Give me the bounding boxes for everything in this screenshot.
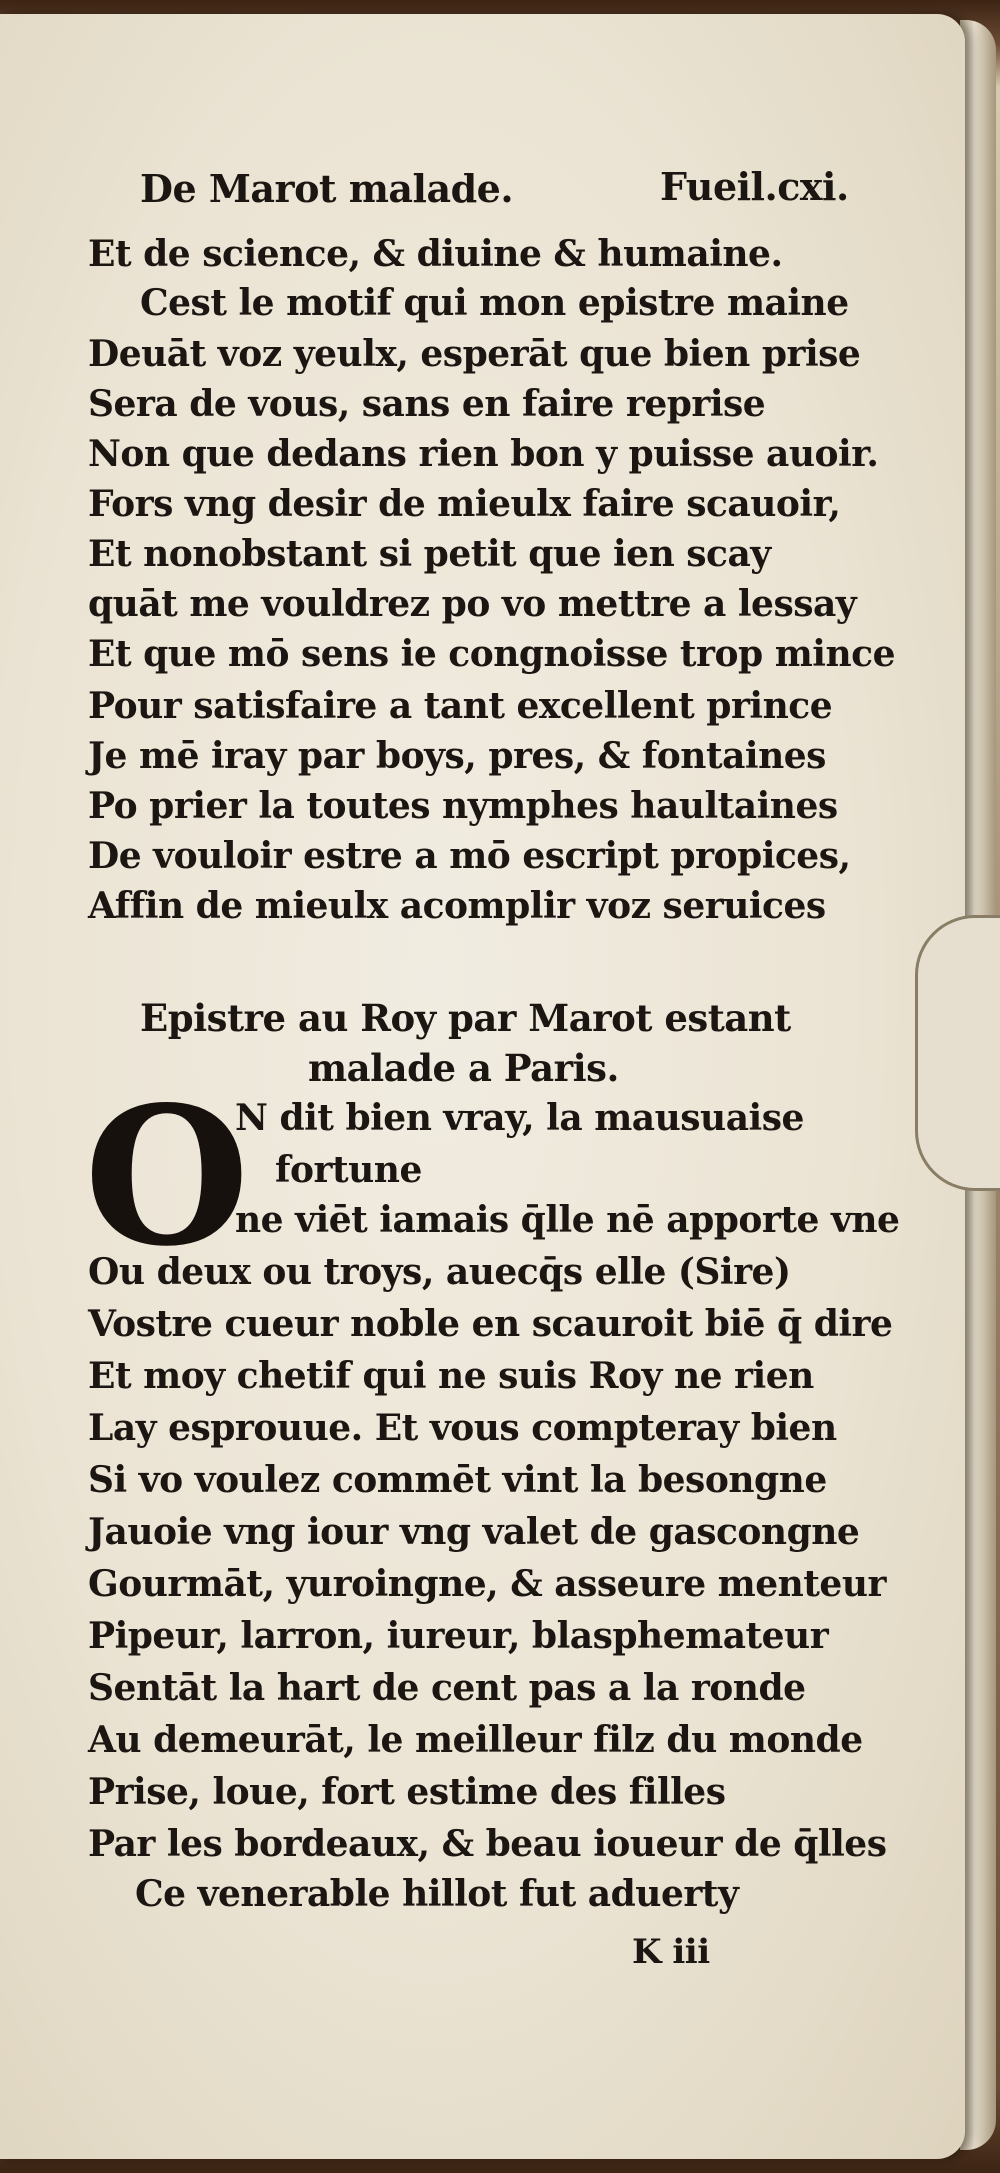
- text-line: Jauoie vng iour vng valet de gascongne: [88, 1511, 860, 1553]
- text-line: Po prier la toutes nymphes haultaines: [88, 785, 838, 827]
- text-line: N dit bien vray, la mausuaise: [235, 1097, 804, 1139]
- text-line: Gourmāt, yuroingne, & asseure menteur: [88, 1563, 886, 1605]
- text-line: Vostre cueur noble en scauroit biē q̄ dire: [88, 1303, 893, 1345]
- text-line: Deuāt voz yeulx, esperāt que bien prise: [88, 333, 861, 375]
- section-title: malade a Paris.: [308, 1046, 619, 1090]
- text-line: Cest le motif qui mon epistre maine: [140, 282, 849, 324]
- text-line: Par les bordeaux, & beau ioueur de q̄lles: [88, 1823, 887, 1865]
- folio-number: Fueil.cxi.: [660, 164, 849, 209]
- text-line: De vouloir estre a mō escript propices,: [88, 835, 851, 877]
- text-line: Affin de mieulx acomplir voz seruices: [88, 885, 826, 927]
- text-line: Et de science, & diuine & humaine.: [88, 233, 783, 275]
- text-line: Lay esprouue. Et vous compteray bien: [88, 1407, 837, 1449]
- text-line: Pipeur, larron, iureur, blasphemateur: [88, 1615, 829, 1657]
- text-line: ne viēt iamais q̄lle nē apporte vne: [235, 1199, 900, 1241]
- text-line: Et nonobstant si petit que ien scay: [88, 533, 771, 575]
- text-line: Sentāt la hart de cent pas a la ronde: [88, 1667, 806, 1709]
- text-line: Et moy chetif qui ne suis Roy ne rien: [88, 1355, 814, 1397]
- running-title: De Marot malade.: [140, 166, 514, 211]
- text-line: Ce venerable hillot fut aduerty: [135, 1873, 739, 1915]
- text-line: Et que mō sens ie congnoisse trop mince: [88, 633, 895, 675]
- text-line: Si vo voulez commēt vint la besongne: [88, 1459, 827, 1501]
- text-line: quāt me vouldrez po vo mettre a lessay: [88, 583, 857, 625]
- text-line: Au demeurāt, le meilleur filz du monde: [88, 1719, 863, 1761]
- text-line: Fors vng desir de mieulx faire scauoir,: [88, 483, 841, 525]
- section-title: Epistre au Roy par Marot estant: [140, 996, 791, 1040]
- text-line: fortune: [275, 1149, 422, 1191]
- drop-cap: O: [84, 1065, 250, 1288]
- text-line: Pour satisfaire a tant excellent prince: [88, 685, 833, 727]
- signature-mark: K iii: [632, 1932, 710, 1972]
- text-line: Je mē iray par boys, pres, & fontaines: [88, 735, 826, 777]
- text-line: Prise, loue, fort estime des filles: [88, 1771, 726, 1813]
- text-line: Sera de vous, sans en faire reprise: [88, 383, 766, 425]
- text-line: Ou deux ou troys, auecq̄s elle (Sire): [88, 1251, 791, 1293]
- text-line: Non que dedans rien bon y puisse auoir.: [88, 433, 879, 475]
